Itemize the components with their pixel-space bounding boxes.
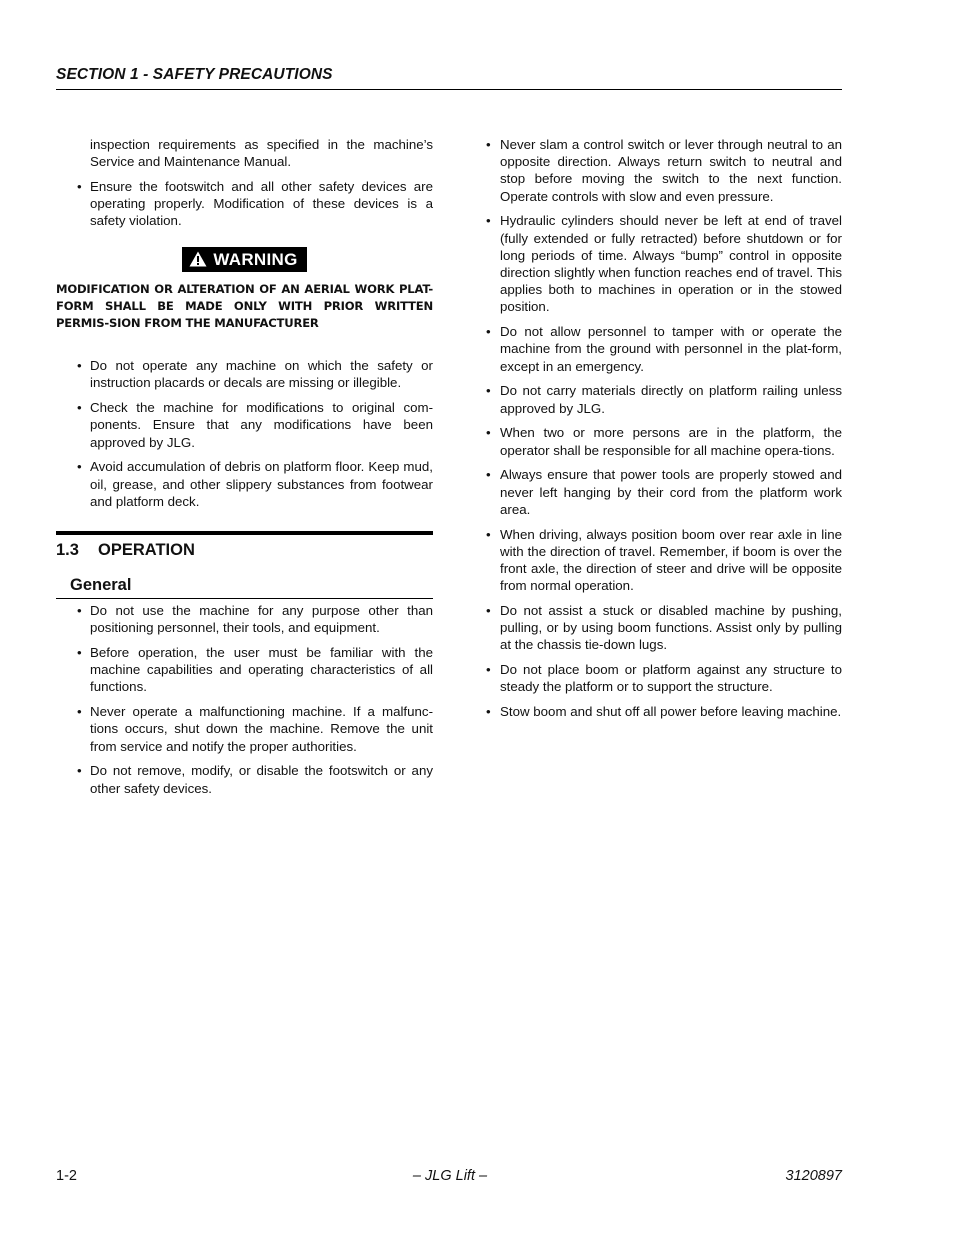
- list-item: [486, 526, 842, 595]
- list-item-text: When two or more persons are in the platform, the operator shall be responsible for all machine opera-tions.: [500, 425, 842, 458]
- list-item-text: Before operation, the user must be familiar with the machine capabilities and operating characteristics of all functions.: [90, 645, 433, 695]
- list-item: [486, 703, 842, 720]
- list-item: [486, 602, 842, 654]
- list-item: [486, 212, 842, 315]
- list-item: [56, 602, 433, 636]
- section-number: 1.3: [56, 541, 79, 560]
- right-column: [486, 136, 842, 728]
- list-item-text: Do not assist a stuck or disabled machine by pushing, pulling, or by using boom functions. Assist only by pulling at the chassis tie-down lugs.: [500, 603, 842, 653]
- bullet-icon: •: [77, 603, 82, 619]
- section-title: OPERATION: [98, 541, 195, 560]
- list-item-text: Do not place boom or platform against any structure to steady the platform or to support the structure.: [500, 662, 842, 695]
- list-item: [486, 424, 842, 458]
- list-item-text: Avoid accumulation of debris on platform floor. Keep mud, oil, grease, and other slippery substances from footwear and platform deck.: [90, 459, 433, 509]
- list-item-text: When driving, always position boom over rear axle in line with the direction of travel. Remember, if boom is over the front axle, the direction of steer and drive will be opposite from normal operation.: [500, 526, 842, 594]
- list-item: [486, 661, 842, 695]
- warning-triangle-icon: [189, 251, 207, 267]
- list-item-text: Never slam a control switch or lever through neutral to an opposite direction. Always return switch to neutral and stop before moving the switch to the next function. Operate controls with slow and even pressure.: [500, 137, 842, 204]
- list-item: [486, 136, 842, 205]
- bullet-icon: •: [486, 704, 491, 720]
- bullet-icon: •: [486, 137, 491, 152]
- list-item: [56, 357, 433, 391]
- footer-page-number: 1-2: [56, 1168, 77, 1184]
- warning-message: MODIFICATION OR ALTERATION OF AN AERIAL WORK PLAT-FORM SHALL BE MADE ONLY WITH PRIOR WRITTEN PERMIS-SION FROM THE MANUFACTURER: [56, 281, 433, 331]
- list-item: [56, 458, 433, 510]
- bullet-icon: •: [486, 324, 491, 340]
- bullet-icon: •: [486, 467, 491, 483]
- list-item-text: Do not remove, modify, or disable the footswitch or any other safety devices.: [90, 763, 433, 796]
- continuation-paragraph: inspection requirements as specified in the machine’s Service and Maintenance Manual.: [90, 137, 433, 170]
- bullet-icon: •: [486, 425, 491, 441]
- bullet-icon: •: [77, 645, 82, 661]
- bullet-icon: •: [486, 603, 491, 619]
- list-item: [56, 762, 433, 796]
- bullet-icon: •: [77, 358, 82, 374]
- list-item-text: Stow boom and shut off all power before leaving machine.: [500, 704, 842, 720]
- list-item: [56, 178, 433, 230]
- list-item-text: Ensure the footswitch and all other safety devices are operating properly. Modification of these devices is a safety violation.: [90, 179, 433, 229]
- warning-label-text: WARNING: [213, 249, 298, 269]
- list-item: [486, 466, 842, 518]
- list-item-text: Hydraulic cylinders should never be left at end of travel (fully extended or fully retracted) before shutdown or for long periods of time. Always “bump” control in opposite direction slightly when function reaches end of travel. This applies both to machines in operation or in the stowed position.: [500, 213, 842, 315]
- bullet-icon: •: [77, 704, 82, 720]
- warning-label-wrap: [56, 247, 433, 272]
- list-item: [486, 382, 842, 416]
- list-item: [56, 703, 433, 755]
- list-item-text: Do not use the machine for any purpose other than positioning personnel, their tools, and equipment.: [90, 603, 433, 636]
- bullet-icon: •: [77, 400, 82, 416]
- bullet-icon: •: [486, 383, 491, 399]
- subsection-rule: [56, 598, 433, 599]
- section-heading: [56, 540, 433, 560]
- list-item-text: Do not carry materials directly on platform railing unless approved by JLG.: [500, 383, 842, 416]
- bullet-icon: •: [486, 526, 491, 542]
- section-header-title: SECTION 1 - SAFETY PRECAUTIONS: [56, 66, 333, 83]
- bullet-icon: •: [77, 763, 82, 779]
- list-item-text: Check the machine for modifications to original com-ponents. Ensure that any modifications have been approved by JLG.: [90, 400, 433, 450]
- bullet-icon: •: [77, 459, 82, 475]
- list-item-text: Do not operate any machine on which the safety or instruction placards or decals are missing or illegible.: [90, 358, 433, 391]
- list-item: [56, 399, 433, 451]
- list-item: [486, 323, 842, 375]
- header-rule: [56, 89, 842, 90]
- bullet-icon: •: [486, 662, 491, 678]
- footer-center-text: – JLG Lift –: [412, 1168, 488, 1184]
- subsection-heading: General: [70, 576, 132, 595]
- list-item-text: Always ensure that power tools are properly stowed and never left hanging by their cord from the platform work area.: [500, 467, 842, 517]
- section-rule: [56, 531, 433, 535]
- list-item: [56, 644, 433, 696]
- left-column: [56, 136, 433, 804]
- bullet-icon: •: [486, 213, 491, 229]
- footer-document-number: 3120897: [785, 1168, 842, 1184]
- list-item-text: Never operate a malfunctioning machine. If a malfunc-tions occurs, shut down the machine. Remove the unit from service and notify the proper authorities.: [90, 704, 433, 754]
- list-item-text: Do not allow personnel to tamper with or operate the machine from the ground with personnel in the plat-form, except in an emergency.: [500, 324, 842, 374]
- warning-label: [182, 247, 306, 272]
- bullet-icon: •: [77, 179, 82, 194]
